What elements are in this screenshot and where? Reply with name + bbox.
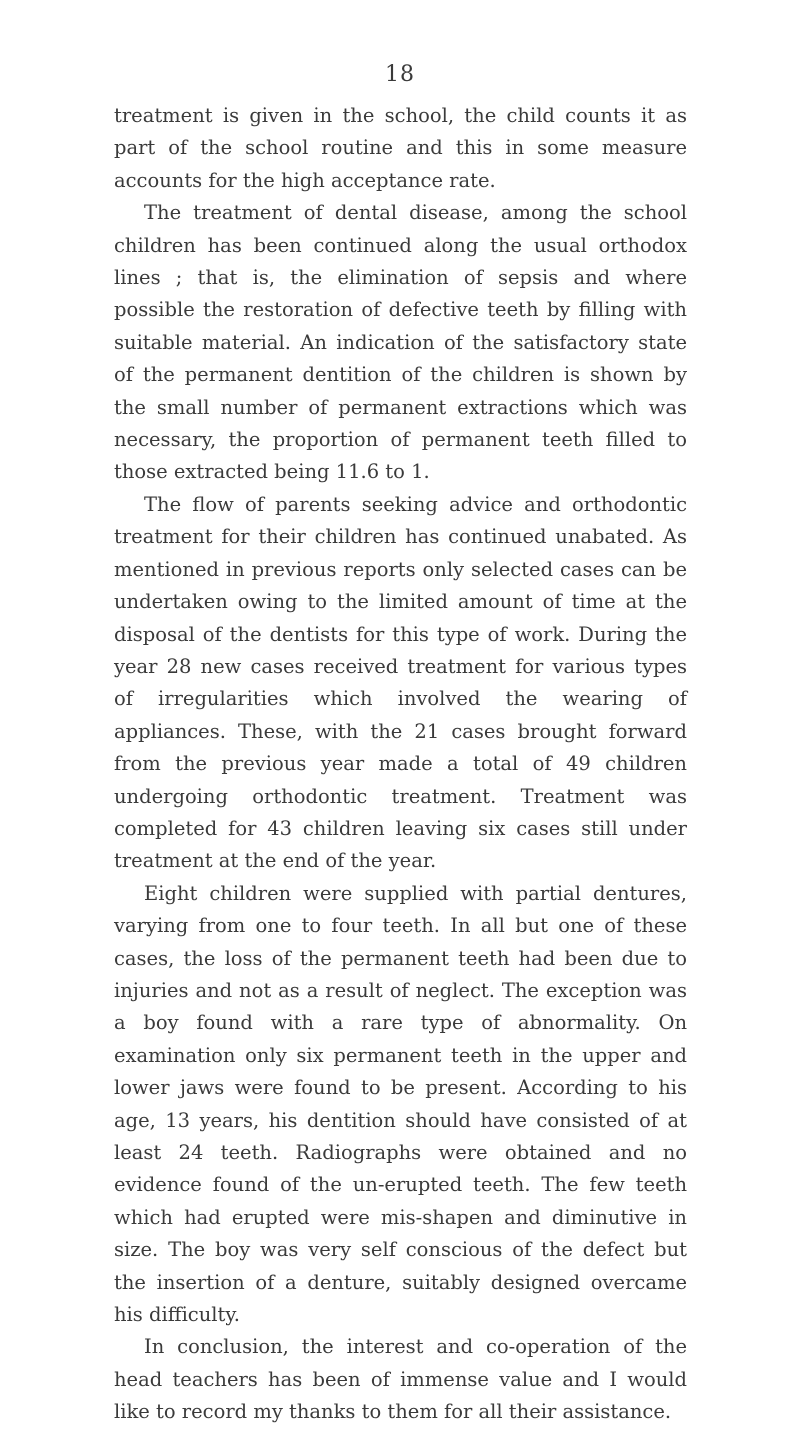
paragraph-conclusion: In conclusion, the interest and co-operation of the head teachers has been of immense value and I would like to record my thanks to them for all their assistance. bbox=[114, 1335, 687, 1424]
paragraph-dental-disease-treatment: The treatment of dental disease, among the school children has been continued along the usual orthodox lines ; that is, the elimination of sepsis and where possible the restoration of defective teeth by filling with suitable material. An indication of the satisfactory state of the permanent dentition of the children is shown by the small number of permanent extractions which was necessary, the proportion of permanent teeth filled to those extracted being 11.6 to 1. bbox=[114, 201, 687, 484]
page-number: 18 bbox=[385, 62, 415, 87]
paragraph-orthodontic-treatment: The flow of parents seeking advice and orthodontic treatment for their children has continued unabated. As mentioned in previous reports only selected cases can be undertaken owing to the limited amount of time at the disposal of the dentists for this type of work. During the year 28 new cases received treatment for various types of irregularities which involved the wearing of appliances. These, with the 21 cases brought forward from the previous year made a total of 49 children undergoing orthodontic treatment. Treatment was completed for 43 children leaving six cases still under treatment at the end of the year. bbox=[114, 492, 687, 873]
document-body bbox=[114, 100, 687, 1429]
paragraph-partial-dentures: Eight children were supplied with partial dentures, varying from one to four teeth. In all but one of these cases, the loss of the permanent teeth had been due to injuries and not as a result of neglect. The exception was a boy found with a rare type of abnormality. On examination only six permanent teeth in the upper and lower jaws were found to be present. According to his age, 13 years, his dentition should have consisted of at least 24 teeth. Radiographs were obtained and no evidence found of the un-erupted teeth. The few teeth which had erupted were mis-shapen and diminutive in size. The boy was very self conscious of the defect but the insertion of a denture, suitably designed overcame his difficulty. bbox=[114, 881, 687, 1327]
paragraph-continued: treatment is given in the school, the child counts it as part of the school routine and this in some measure accounts for the high acceptance rate. bbox=[114, 104, 687, 192]
